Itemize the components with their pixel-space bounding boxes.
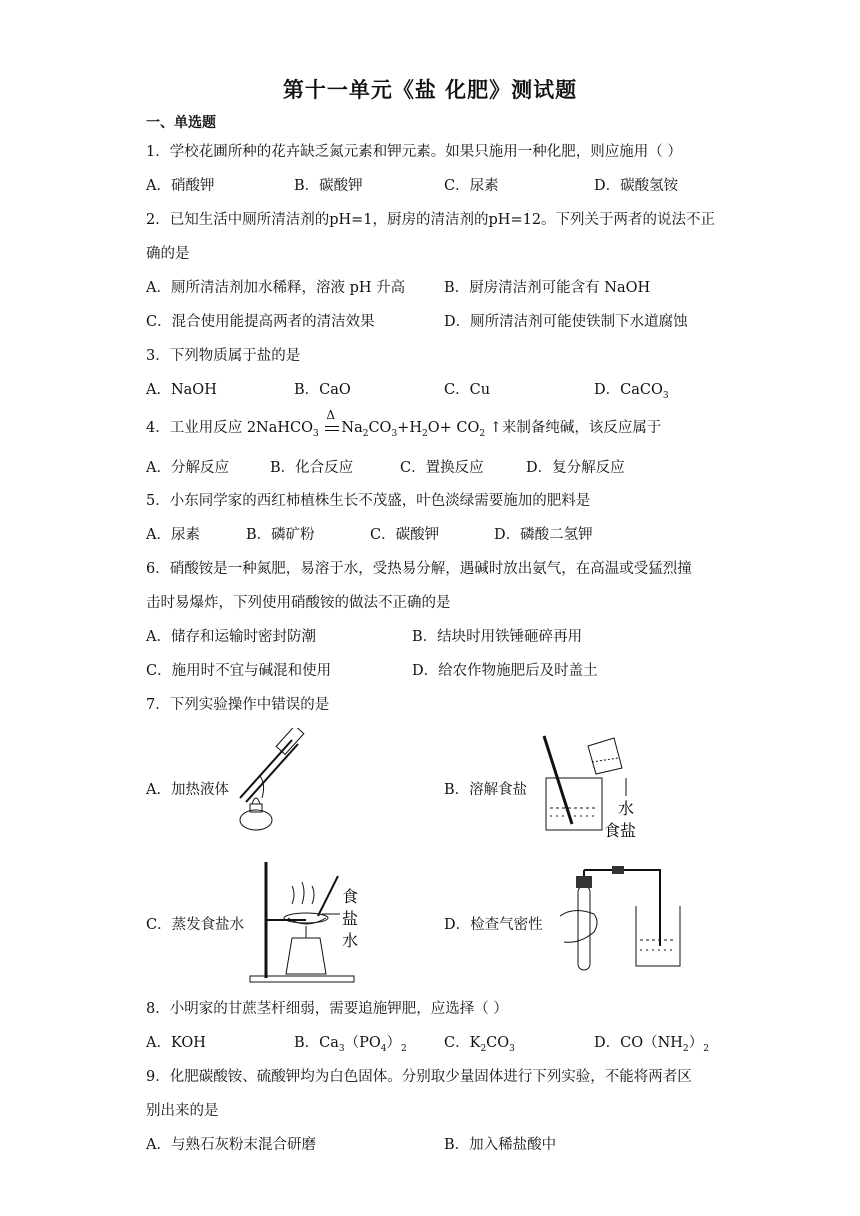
q2-option-c: C．混合使用能提高两者的清洁效果 — [146, 314, 375, 330]
q1-option-a: A．硝酸钾 — [146, 178, 215, 194]
q6-option-d: D．给农作物施肥后及时盖土 — [412, 663, 598, 679]
q6-option-c: C．施用时不宜与碱混和使用 — [146, 663, 332, 679]
q8-option-b: B．$Ca_3(PO_4)_2$ — [294, 1035, 407, 1054]
question-7-stem: 7．下列实验操作中错误的是 — [146, 697, 330, 713]
q2-option-a: A．厕所清洁剂加水稀释，溶液 pH 升高 — [146, 280, 406, 296]
q3-option-b: B．CaO — [294, 382, 351, 398]
q1-option-c: C．尿素 — [444, 178, 499, 194]
question-4-stem: 4．工业用反应 2NaHCO$_3$ Δ $Na_2CO_3+H_2O+ CO_2$ ↑来制备纯碱，该反应属于 — [146, 408, 662, 439]
question-2-stem-line1: 2．已知生活中厕所清洁剂的pH=1，厨房的清洁剂的pH=12。下列关于两者的说法不正 — [146, 212, 716, 228]
question-8-stem: 8．小明家的甘蔗茎杆细弱，需要追施钾肥，应选择（ ） — [146, 1001, 508, 1017]
q4-option-c: C．置换反应 — [400, 460, 484, 476]
q5-option-d: D．磷酸二氢钾 — [494, 527, 593, 543]
q8-option-a: A．KOH — [146, 1035, 206, 1051]
q3-option-c: C．Cu — [444, 382, 491, 398]
q4-option-b: B．化合反应 — [270, 460, 354, 476]
q5-option-c: C．碳酸钾 — [370, 527, 440, 543]
question-9-stem-line1: 9．化肥碳酸铵、硫酸钾均为白色固体。分别取少量固体进行下列实验，不能将两者区 — [146, 1069, 692, 1085]
question-6-stem-line1: 6．硝酸铵是一种氮肥，易溶于水，受热易分解，遇碱时放出氨气，在高温或受猛烈撞 — [146, 561, 692, 577]
q9-option-b: B．加入稀盐酸中 — [444, 1137, 557, 1153]
q4-option-a: A．分解反应 — [146, 460, 229, 476]
question-3-stem: 3．下列物质属于盐的是 — [146, 348, 301, 364]
dissolving-salt-figure — [538, 732, 648, 842]
q6-option-b: B．结块时用铁锤砸碎再用 — [412, 629, 583, 645]
q9-option-a: A．与熟石灰粉末混合研磨 — [146, 1137, 316, 1153]
heating-liquid-figure — [232, 728, 312, 836]
question-5-stem: 5．小东同学家的西红柿植株生长不茂盛，叶色淡绿需要施加的肥料是 — [146, 493, 591, 509]
q4-option-d: D．复分解反应 — [526, 460, 625, 476]
page-title: 第十一单元《盐 化肥》测试题 — [282, 78, 578, 102]
question-9-stem-line2: 别出来的是 — [146, 1103, 219, 1119]
q7-option-c: C．蒸发食盐水 — [146, 917, 245, 933]
question-1-stem: 1．学校花圃所种的花卉缺乏氮元素和钾元素。如果只施用一种化肥，则应施用（ ） — [146, 144, 682, 160]
heat-delta-symbol: Δ — [326, 408, 336, 422]
label-saltwater-3: 水 — [342, 931, 359, 950]
section-heading: 一、单选题 — [146, 115, 216, 131]
q7-option-b: B．溶解食盐 — [444, 782, 528, 798]
q8-option-c: C．$K_2CO_3$ — [444, 1035, 515, 1054]
label-saltwater-2: 盐 — [342, 909, 359, 928]
q1-option-d: D．碳酸氢铵 — [594, 178, 679, 194]
evaporating-figure — [246, 858, 366, 986]
q8-option-d: D．$CO(NH_2)_2$ — [594, 1035, 709, 1054]
gas-arrow-icon: ↑ — [489, 420, 502, 436]
label-saltwater-1: 食 — [342, 887, 359, 906]
label-salt: 食盐 — [604, 821, 637, 840]
question-2-stem-line2: 确的是 — [146, 246, 190, 262]
q7-option-a: A．加热液体 — [146, 782, 229, 798]
q2-option-b: B．厨房清洁剂可能含有 NaOH — [444, 280, 651, 296]
label-water: 水 — [618, 799, 635, 818]
question-6-stem-line2: 击时易爆炸，下列使用硝酸铵的做法不正确的是 — [146, 595, 451, 611]
q5-option-a: A．尿素 — [146, 527, 200, 543]
airtightness-figure — [560, 866, 690, 976]
q6-option-a: A．储存和运输时密封防潮 — [146, 629, 316, 645]
q7-option-d: D．检查气密性 — [444, 917, 543, 933]
q1-option-b: B．碳酸钾 — [294, 178, 363, 194]
q3-option-d: D．CaCO$_3$ — [594, 382, 669, 401]
q3-option-a: A．NaOH — [146, 382, 217, 398]
q5-option-b: B．磷矿粉 — [246, 527, 315, 543]
q2-option-d: D．厕所清洁剂可能使铁制下水道腐蚀 — [444, 314, 688, 330]
